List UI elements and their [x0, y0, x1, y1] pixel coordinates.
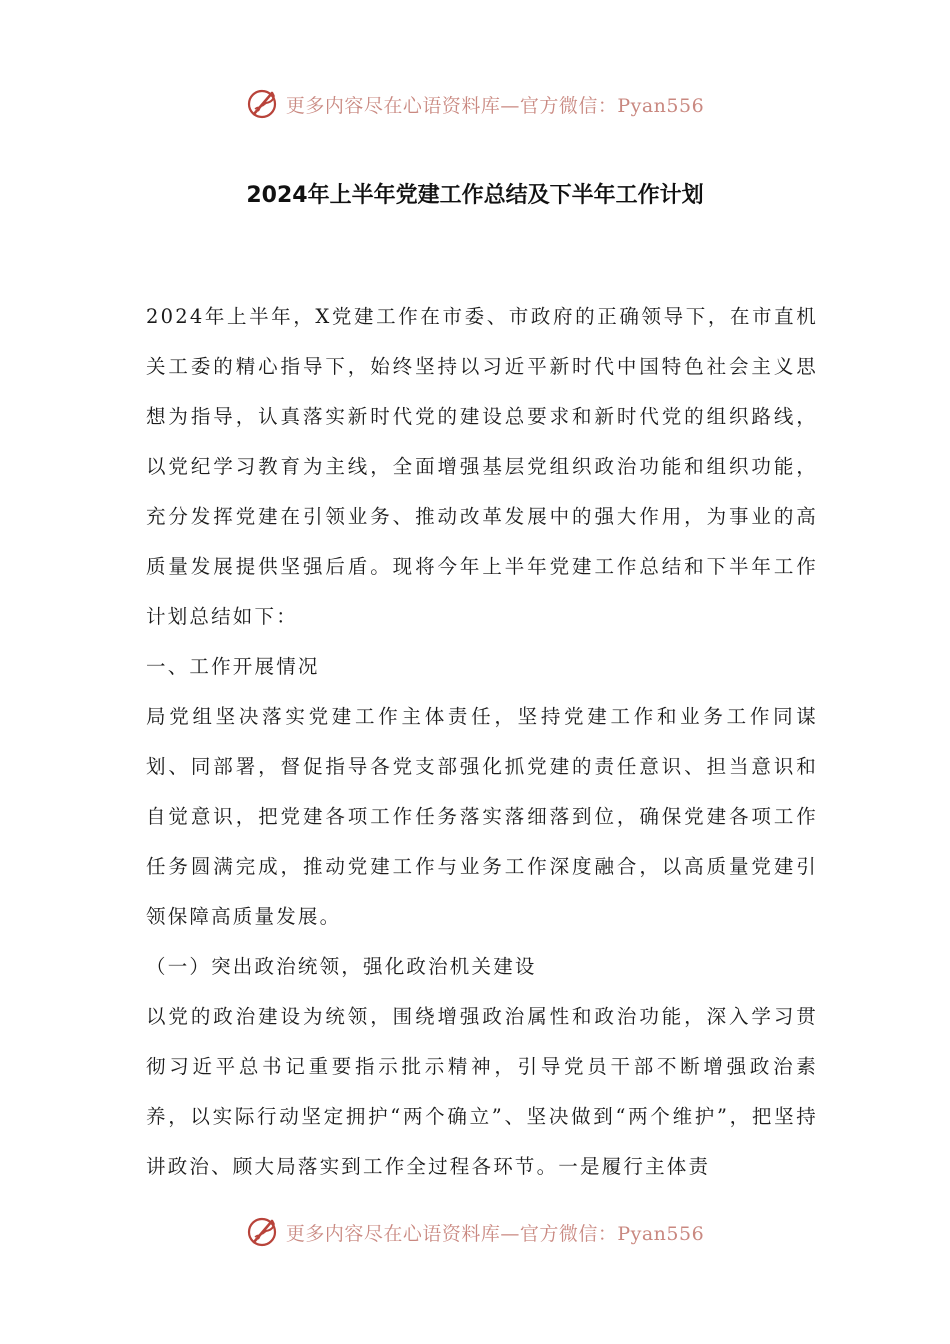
- footer-banner: [0, 1212, 950, 1252]
- subsection-heading-1: （一）突出政治统领，强化政治机关建设: [146, 955, 537, 978]
- subsection-paragraph-1: 以党的政治建设为统领，围绕增强政治属性和政治功能，深入学习贯彻习近平总书记重要指示批示精神，引导党员干部不断增强政治素养，以实际行动坚定拥护“两个确立”、坚决做到“两个维护”，把坚持讲政治、顾大局落实到工作全过程各环节。一是履行主体责: [146, 1005, 818, 1178]
- intro-paragraph: 2024年上半年，X党建工作在市委、市政府的正确领导下，在市直机关工委的精心指导下，始终坚持以习近平新时代中国特色社会主义思想为指导，认真落实新时代党的建设总要求和新时代党的组织路线，以党纪学习教育为主线，全面增强基层党组织政治功能和组织功能，充分发挥党建在引领业务、推动改革发展中的强大作用，为事业的高质量发展提供坚强后盾。现将今年上半年党建工作总结和下半年工作计划总结如下：: [146, 305, 818, 628]
- document-title: 2024年上半年党建工作总结及下半年工作计划: [246, 183, 704, 208]
- header-banner-text: 更多内容尽在心语资料库—官方微信：Pyan556: [285, 94, 705, 117]
- quill-logo-icon: [246, 87, 280, 121]
- section-heading-1: 一、工作开展情况: [146, 655, 320, 678]
- header-banner: [0, 84, 950, 124]
- document-body: [146, 292, 818, 1192]
- quill-logo-icon: [246, 1215, 280, 1249]
- footer-banner-text: 更多内容尽在心语资料库—官方微信：Pyan556: [285, 1222, 705, 1245]
- section-paragraph-1: 局党组坚决落实党建工作主体责任，坚持党建工作和业务工作同谋划、同部署，督促指导各党支部强化抓党建的责任意识、担当意识和自觉意识，把党建各项工作任务落实落细落到位，确保党建各项工作任务圆满完成，推动党建工作与业务工作深度融合，以高质量党建引领保障高质量发展。: [146, 705, 818, 928]
